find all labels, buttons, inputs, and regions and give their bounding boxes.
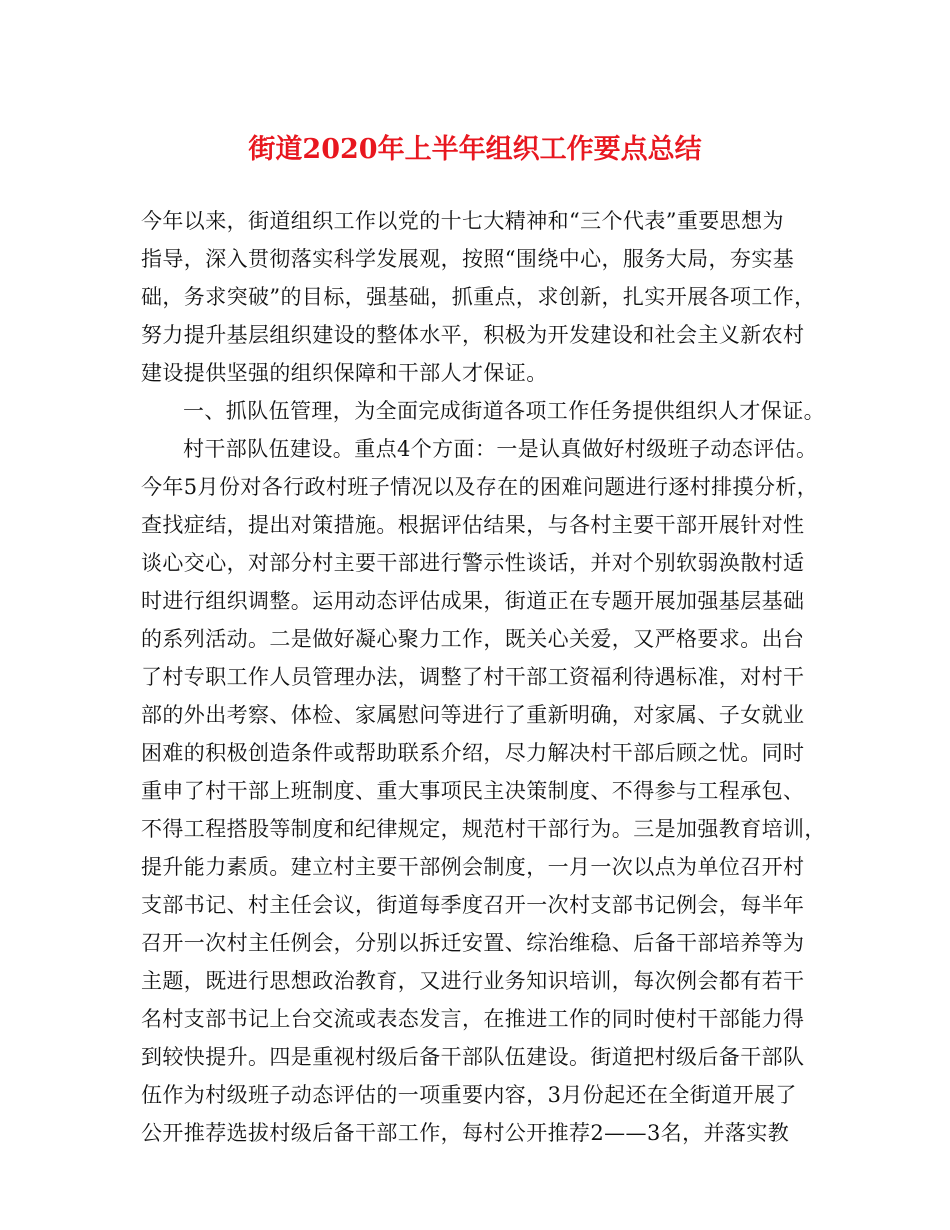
paragraph-line: 指导，深入贯彻落实科学发展观，按照“围绕中心，服务大局，夯实基: [141, 247, 795, 271]
paragraph-line: 村干部队伍建设。重点4个方面：一是认真做好村级班子动态评估。: [183, 437, 818, 461]
paragraph-line: 困难的积极创造条件或帮助联系介绍，尽力解决村干部后顾之忧。同时: [141, 741, 805, 765]
paragraph-line: 今年5月份对各行政村班子情况以及存在的困难问题进行逐村排摸分析，: [141, 475, 819, 499]
paragraph-line: 部的外出考察、体检、家属慰问等进行了重新明确，对家属、子女就业: [141, 703, 805, 727]
paragraph-line: 主题，既进行思想政治教育，又进行业务知识培训，每次例会都有若干: [141, 969, 805, 993]
paragraph-line: 到较快提升。四是重视村级后备干部队伍建设。街道把村级后备干部队: [141, 1045, 805, 1069]
paragraph-line: 努力提升基层组织建设的整体水平，积极为开发建设和社会主义新农村: [141, 323, 805, 347]
paragraph-line: 重申了村干部上班制度、重大事项民主决策制度、不得参与工程承包、: [141, 779, 805, 803]
section-heading-line: 一、抓队伍管理，为全面完成街道各项工作任务提供组织人才保证。: [183, 399, 825, 423]
paragraph-line: 召开一次村主任例会，分别以拆迁安置、综治维稳、后备干部培养等为: [141, 931, 805, 955]
paragraph-line: 名村支部书记上台交流或表态发言，在推进工作的同时使村干部能力得: [141, 1007, 805, 1031]
document-title: 街道2020年上半年组织工作要点总结: [248, 134, 702, 165]
paragraph-line: 谈心交心，对部分村主要干部进行警示性谈话，并对个别软弱涣散村适: [141, 551, 805, 575]
paragraph-line: 了村专职工作人员管理办法，调整了村干部工资福利待遇标准，对村干: [141, 665, 805, 689]
paragraph-line: 查找症结，提出对策措施。根据评估结果，与各村主要干部开展针对性: [141, 513, 805, 537]
paragraph-line: 支部书记、村主任会议，街道每季度召开一次村支部书记例会，每半年: [141, 893, 805, 917]
paragraph-line: 公开推荐选拔村级后备干部工作，每村公开推荐2——3名，并落实教: [141, 1121, 790, 1145]
paragraph-line: 础，务求突破”的目标，强基础，抓重点，求创新，扎实开展各项工作，: [141, 285, 816, 309]
paragraph-line: 提升能力素质。建立村主要干部例会制度，一月一次以点为单位召开村: [141, 855, 805, 879]
paragraph-line: 建设提供坚强的组织保障和干部人才保证。: [141, 361, 548, 385]
paragraph-line: 不得工程搭股等制度和纪律规定，规范村干部行为。三是加强教育培训，: [141, 817, 826, 841]
paragraph-line: 伍作为村级班子动态评估的一项重要内容，3月份起还在全街道开展了: [141, 1083, 797, 1107]
paragraph-line: 时进行组织调整。运用动态评估成果，街道正在专题开展加强基层基础: [141, 589, 805, 613]
document-body: [141, 202, 826, 1152]
paragraph-line: 的系列活动。二是做好凝心聚力工作，既关心关爱，又严格要求。出台: [141, 627, 805, 651]
paragraph-line: 今年以来，街道组织工作以党的十七大精神和“三个代表”重要思想为: [141, 209, 784, 233]
